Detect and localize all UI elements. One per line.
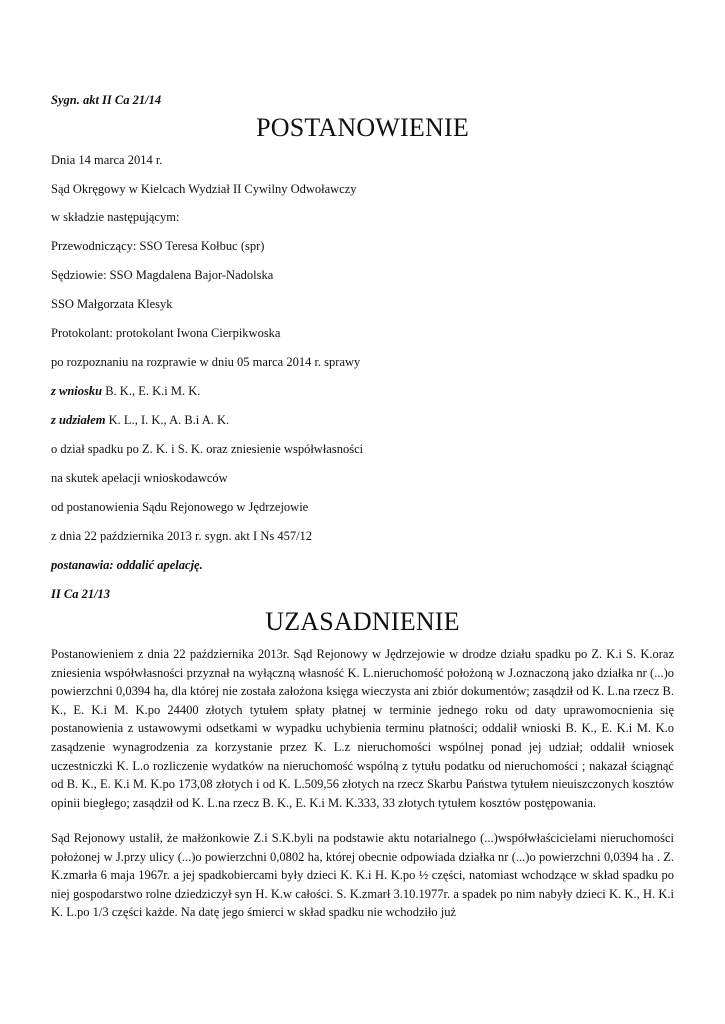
justification-title: UZASADNIENIE (265, 607, 460, 636)
case-reference-2: II Ca 21/13 (51, 587, 111, 601)
applicants-line (51, 384, 200, 399)
participants-label: z udziałem (51, 413, 106, 427)
case-line-subject: o dział spadku po Z. K. i S. K. oraz zniesienie współwłasności (51, 442, 364, 456)
ruling: postanawia: oddalić apelację. (51, 558, 203, 572)
case-reference: Sygn. akt II Ca 21/14 (51, 93, 162, 107)
case-line-lower-court: od postanowienia Sądu Rejonowego w Jędrzejowie (51, 500, 309, 514)
justification-paragraph-2: Sąd Rejonowy ustalił, że małżonkowie Z.i S.K.byli na podstawie aktu notarialnego (...)współwłaścicielami nieruchomości położonej w J.przy ulicy (...)o powierzchni 0,0802 ha, której obecnie odpowiada działka nr (...)o powierzchni 0,0394 ha . Z. K.zmarła 6 maja 1967r. a jej spadkobiercami były dzieci K. K.i H. K.po ½ części, natomiast wchodzące w skład spadku po niej gospodarstwo rolne dziedziczył syn H. K.w całości. S. K.zmarł 3.10.1977r. a spadek po nim nabyły dzieci K. K., H. K.i K. L.po 1/3 części każde. Na datę jego śmierci w skład spadku nie wchodziło już (51, 831, 674, 920)
participants-line (51, 413, 229, 428)
header-line-judges: Sędziowie: SSO Magdalena Bajor-Nadolska (51, 268, 274, 282)
document-title: POSTANOWIENIE (256, 113, 469, 142)
header-line-court: Sąd Okręgowy w Kielcach Wydział II Cywilny Odwoławczy (51, 182, 357, 196)
case-line-lower-ruling-date: z dnia 22 października 2013 r. sygn. akt I Ns 457/12 (51, 529, 313, 543)
header-line-hearing: po rozpoznaniu na rozprawie w dniu 05 marca 2014 r. sprawy (51, 355, 361, 369)
header-line-composition: w składzie następującym: (51, 210, 180, 224)
justification-paragraph-1: Postanowieniem z dnia 22 października 2013r. Sąd Rejonowy w Jędrzejowie w drodze działu spadku po Z. K.i S. K.oraz zniesienia współwłasności przyznał na wyłączną własność K. L.nieruchomość położoną w J.oznaczoną jako działka nr (...)o powierzchni 0,0394 ha, dla której nie została założona księga wieczysta ani zbiór dokumentów; zasądził od K. L.na rzecz B. K., E. K.i M. K.po 24400 złotych tytułem spłaty płatnej w terminie jednego roku od daty uprawomocnienia się postanowienia z ustawowymi odsetkami w wypadku uchybienia terminu płatności; oddalił wnioski B. K., E. K.i M. K.o zasądzenie wynagrodzenia za korzystanie przez K. L.z nieruchomości wspólnej ponad jej udział; oddalił wniosek uczestniczki K. L.o rozliczenie wydatków na nieruchomość wspólną z tytułu podatku od nieruchomości ; nakazał ściągnąć od B. K., E. K.i M. K.po 173,08 złotych i od K. L.509,56 złotych na rzecz Skarbu Państwa tytułem nieuiszczonych kosztów opinii biegłego; zasądził od K. L.na rzecz B. K., E. K.i M. K.333, 33 złotych tytułem kosztów postępowania. (51, 647, 674, 810)
case-line-appeal: na skutek apelacji wnioskodawców (51, 471, 228, 485)
participants-names: K. L., I. K., A. B.i A. K. (105, 413, 230, 427)
header-line-presiding: Przewodniczący: SSO Teresa Kołbuc (spr) (51, 239, 265, 253)
header-line-date: Dnia 14 marca 2014 r. (51, 153, 163, 167)
applicants-label: z wniosku (51, 384, 103, 398)
header-line-clerk: Protokolant: protokolant Iwona Cierpikwoska (51, 326, 281, 340)
applicants-names: B. K., E. K.i M. K. (102, 384, 201, 398)
header-line-judge2: SSO Małgorzata Klesyk (51, 297, 173, 311)
